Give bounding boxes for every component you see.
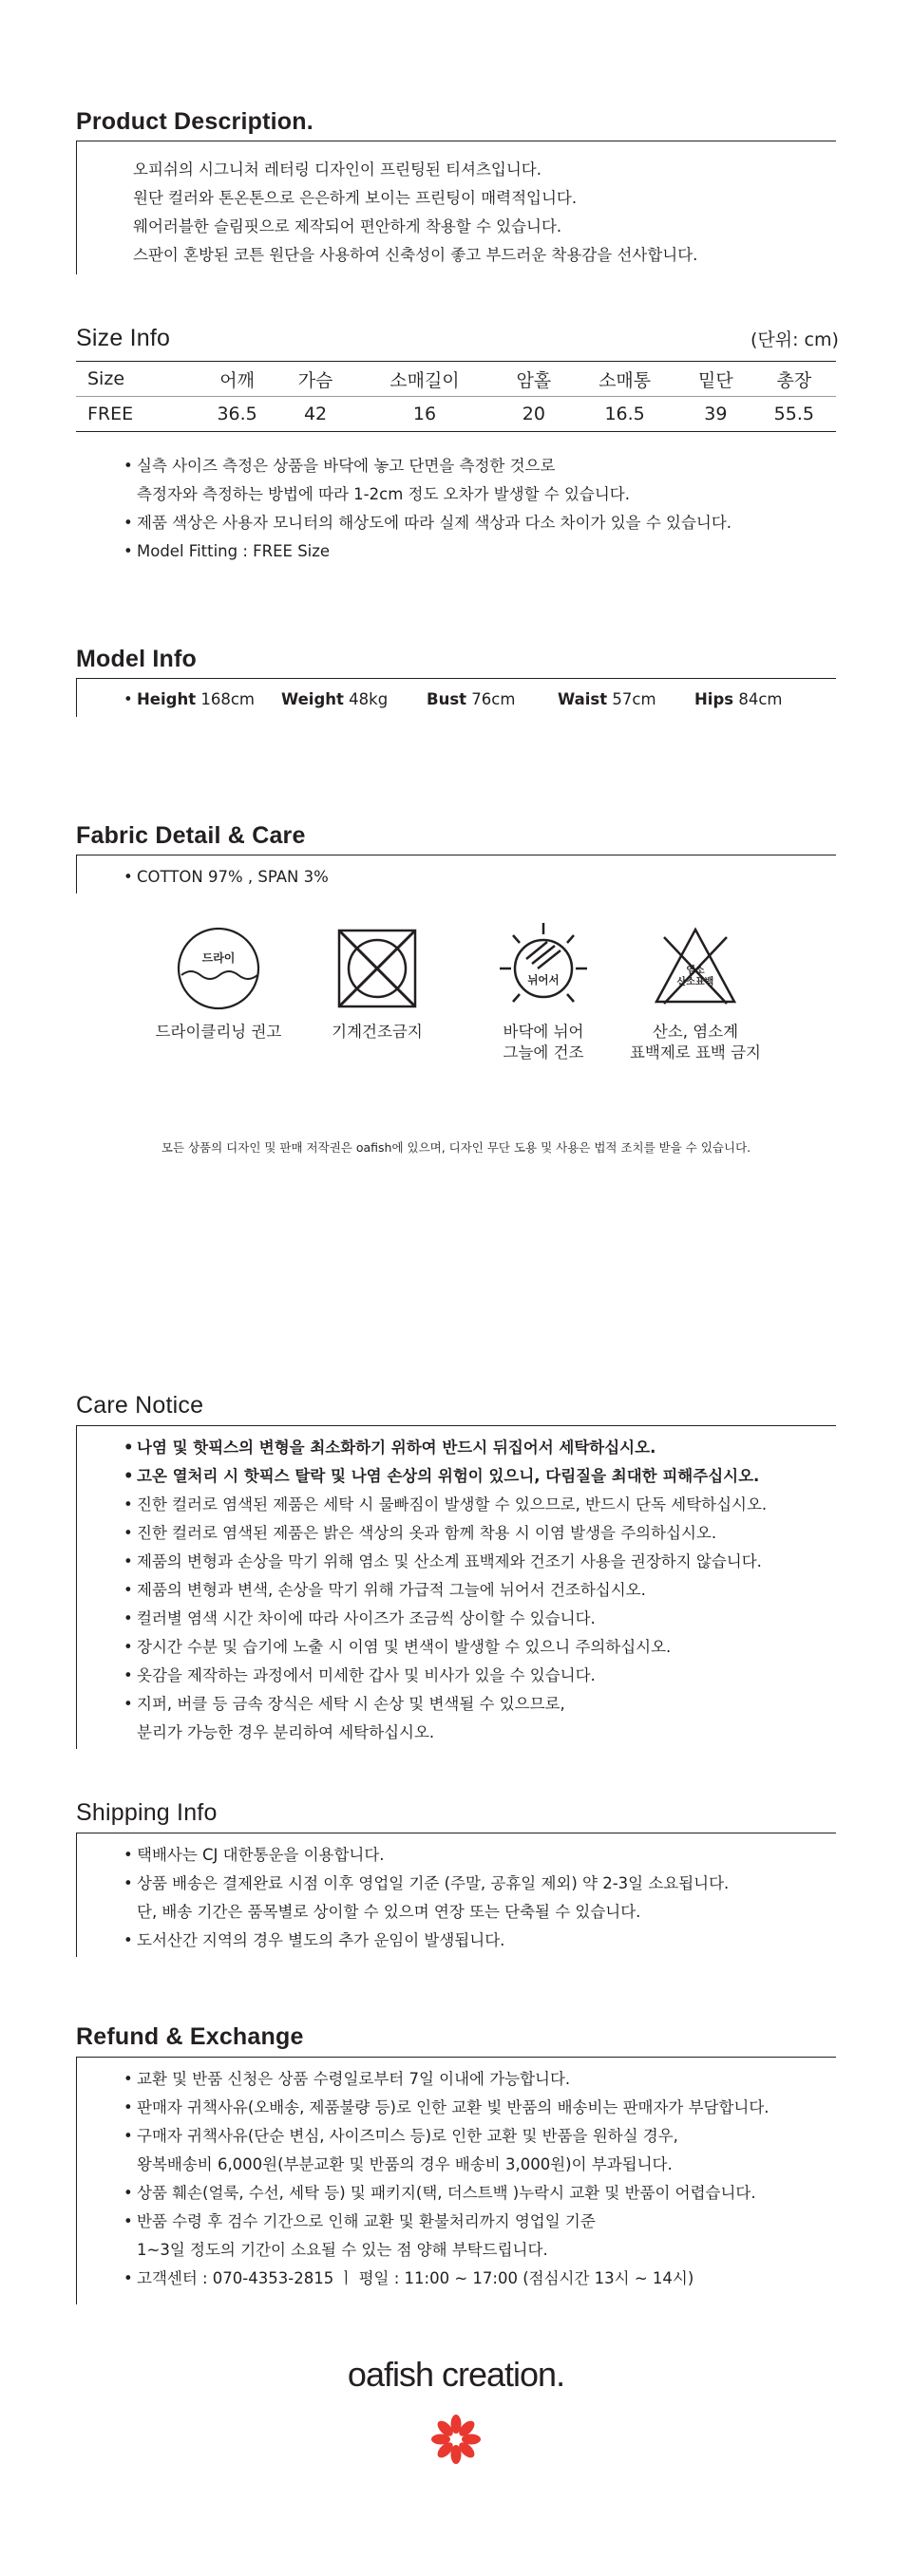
shipping-item: • 택배사는 CJ 대한통운을 이용합니다. — [137, 1846, 385, 1865]
model-value: 168cm — [200, 690, 255, 708]
size-cell: 16 — [352, 397, 497, 432]
model-info-rule — [76, 678, 836, 679]
care-icon-caption — [282, 1022, 472, 1043]
model-value: 57cm — [612, 690, 656, 708]
copyright-notice: 모든 상품의 디자인 및 판매 저작권은 oafish에 있으며, 디자인 무단 도용 및 사용은 법적 조치를 받을 수 있습니다. — [161, 1140, 751, 1155]
size-table — [76, 361, 836, 432]
model-weight — [281, 690, 388, 709]
size-note: • 제품 색상은 사용자 모니터의 해상도에 따라 실제 색상과 다소 차이가 있을 수 있습니다. — [137, 514, 732, 533]
size-note: 측정자와 측정하는 방법에 따라 1-2cm 정도 오차가 발생할 수 있습니다. — [137, 485, 630, 503]
product-line: 오피쉬의 시그니처 레터링 디자인이 프린팅된 티셔츠입니다. — [133, 160, 542, 179]
refund-rule — [76, 2057, 836, 2058]
care-notice-rule — [76, 1425, 836, 1426]
refund-item: • 반품 수령 후 검수 기간으로 인해 교환 및 환불처리까지 영업일 기준 — [137, 2212, 596, 2231]
care-notice-indent-line — [76, 1426, 77, 1749]
size-header-cell: 소매길이 — [352, 362, 497, 397]
size-note: • Model Fitting : FREE Size — [137, 542, 330, 561]
size-unit: (단위: cm) — [750, 329, 839, 350]
care-icon-caption-line: 표백제로 표백 금지 — [629, 1044, 761, 1062]
model-label: Weight — [281, 690, 344, 708]
care-item: • 제품의 변형과 손상을 막기 위해 염소 및 산소계 표백제와 건조기 사용을 권장하지 않습니다. — [137, 1552, 762, 1571]
dry-clean-icon — [176, 926, 261, 1011]
model-hips — [694, 690, 783, 709]
care-icon-caption-line: 바닥에 뉘어 — [503, 1023, 584, 1041]
fabric-title: Fabric Detail & Care — [76, 822, 306, 849]
model-info-indent-line — [76, 679, 77, 717]
refund-item: • 구매자 귀책사유(단순 변심, 사이즈미스 등)로 인한 교환 및 반품을 원하실 경우, — [137, 2127, 678, 2146]
size-header-cell: Size — [76, 362, 195, 397]
size-header-cell: 암홀 — [498, 362, 571, 397]
refund-item: 1~3일 정도의 기간이 소요될 수 있는 점 양해 부탁드립니다. — [137, 2241, 548, 2259]
care-icon-caption-line: 기계건조금지 — [332, 1023, 423, 1041]
size-cell: 55.5 — [752, 397, 836, 432]
refund-item: • 판매자 귀책사유(오배송, 제품불량 등)로 인한 교환 빛 반품의 배송비는 판매자가 부담합니다. — [137, 2098, 770, 2117]
size-cell: 39 — [679, 397, 752, 432]
size-note: • 실측 사이즈 측정은 상품을 바닥에 놓고 단면을 측정한 것으로 — [137, 457, 555, 476]
care-icon-caption-line: 드라이클리닝 권고 — [155, 1023, 282, 1041]
model-height — [137, 690, 255, 709]
care-icon-caption — [600, 1022, 790, 1063]
refund-item: • 상품 훼손(얼룩, 수선, 세탁 등) 및 패키지(택, 더스트백 )누락시 교환 및 반품이 어렵습니다. — [137, 2184, 756, 2203]
refund-item: • 고객센터 : 070-4353-2815 ㅣ 평일 : 11:00 ~ 17:00 (점심시간 13시 ~ 14시) — [137, 2269, 694, 2288]
care-item: • 지퍼, 버클 등 금속 장식은 세탁 시 손상 및 변색될 수 있으므로, — [137, 1695, 565, 1714]
refund-item: 왕복배송비 6,000원(부분교환 및 반품의 경우 배송비 3,000원)이 부과됩니다. — [137, 2155, 673, 2173]
model-value: 76cm — [471, 690, 516, 708]
size-header-cell: 어깨 — [195, 362, 278, 397]
size-info-title: Size Info — [76, 325, 171, 351]
care-item: • 제품의 변형과 변색, 손상을 막기 위해 가급적 그늘에 뉘어서 건조하십시오. — [137, 1581, 646, 1600]
size-header-cell: 밑단 — [679, 362, 752, 397]
shipping-item: • 상품 배송은 결제완료 시점 이후 영업일 기준 (주말, 공휴일 제외) 약 2-3일 소요됩니다. — [137, 1874, 729, 1893]
product-line: 원단 컬러와 톤온톤으로 은은하게 보이는 프린팅이 매력적입니다. — [133, 189, 578, 207]
product-line: 웨어러블한 슬림핏으로 제작되어 편안하게 착용할 수 있습니다. — [133, 217, 562, 235]
care-item: 분리가 가능한 경우 분리하여 세탁하십시오. — [137, 1723, 435, 1741]
size-cell: 16.5 — [570, 397, 679, 432]
size-header-cell: 총장 — [752, 362, 836, 397]
model-label: Height — [137, 690, 197, 708]
refund-indent-line — [76, 2058, 77, 2304]
brand-logo-text: oafish creation. — [347, 2355, 565, 2394]
model-waist — [558, 690, 656, 709]
no-bleach-icon-label-2: 산소표백 — [676, 977, 714, 987]
care-item: • 진한 컬러로 염색된 제품은 밝은 색상의 옷과 함께 착용 시 이염 발생을 주의하십시오. — [137, 1524, 716, 1543]
no-tumble-dry-icon — [336, 928, 418, 1009]
no-bleach-icon-label-1: 염소 — [686, 966, 705, 976]
care-icon-caption-line: 산소, 염소계 — [652, 1023, 739, 1041]
shipping-item: 단, 배송 기간은 품목별로 상이할 수 있으며 연장 또는 단축될 수 있습니다. — [137, 1903, 641, 1921]
dry-clean-icon-label: 드라이 — [201, 951, 236, 965]
shipping-indent-line — [76, 1833, 77, 1957]
fabric-indent-line — [76, 856, 77, 893]
product-description-title: Product Description. — [76, 108, 314, 135]
refund-item: • 교환 및 반품 신청은 상품 수령일로부터 7일 이내에 가능합니다. — [137, 2070, 570, 2089]
size-header-cell: 소매통 — [570, 362, 679, 397]
model-label: Waist — [558, 690, 608, 708]
refund-title: Refund & Exchange — [76, 2023, 304, 2050]
care-item: • 고온 열처리 시 핫픽스 탈락 및 나염 손상의 위험이 있으니, 다림질을 최대한 피해주십시오. — [137, 1467, 759, 1486]
size-table-row — [76, 397, 836, 432]
model-label: Bust — [427, 690, 467, 708]
care-item: • 옷감을 제작하는 과정에서 미세한 갑사 및 비사가 있을 수 있습니다. — [137, 1666, 596, 1685]
fabric-rule — [76, 855, 836, 856]
flower-logo-icon — [429, 2413, 483, 2466]
shipping-item: • 도서산간 지역의 경우 별도의 추가 운임이 발생됩니다. — [137, 1931, 504, 1950]
no-bleach-icon — [653, 926, 738, 1007]
size-cell: 36.5 — [195, 397, 278, 432]
model-value: 84cm — [738, 690, 783, 708]
care-icon-caption-line: 그늘에 건조 — [503, 1044, 584, 1062]
size-cell: FREE — [76, 397, 195, 432]
size-header-cell: 가슴 — [279, 362, 352, 397]
care-item: • 나염 및 핫픽스의 변형을 최소화하기 위하여 반드시 뒤집어서 세탁하십시오. — [137, 1438, 656, 1457]
size-table-header — [76, 362, 836, 397]
care-notice-title: Care Notice — [76, 1392, 204, 1419]
size-cell: 42 — [279, 397, 352, 432]
model-value: 48kg — [349, 690, 389, 708]
fabric-composition: • COTTON 97% , SPAN 3% — [137, 868, 329, 887]
size-cell: 20 — [498, 397, 571, 432]
model-info-title: Model Info — [76, 646, 197, 672]
model-label: Hips — [694, 690, 734, 708]
care-item: • 진한 컬러로 염색된 제품은 세탁 시 물빠짐이 발생할 수 있으므로, 반드시 단독 세탁하십시오. — [137, 1495, 767, 1514]
flat-dry-shade-icon-label: 뉘어서 — [527, 973, 560, 987]
model-bust — [427, 690, 515, 709]
care-item: • 컬러별 염색 시간 차이에 따라 사이즈가 조금씩 상이할 수 있습니다. — [137, 1609, 596, 1628]
product-description-indent-line — [76, 141, 77, 274]
product-line: 스판이 혼방된 코튼 원단을 사용하여 신축성이 좋고 부드러운 착용감을 선사합니다. — [133, 246, 698, 264]
flat-dry-shade-icon — [498, 921, 589, 1014]
care-item: • 장시간 수분 및 습기에 노출 시 이염 및 변색이 발생할 수 있으니 주의하십시오. — [137, 1638, 671, 1657]
shipping-title: Shipping Info — [76, 1799, 218, 1826]
